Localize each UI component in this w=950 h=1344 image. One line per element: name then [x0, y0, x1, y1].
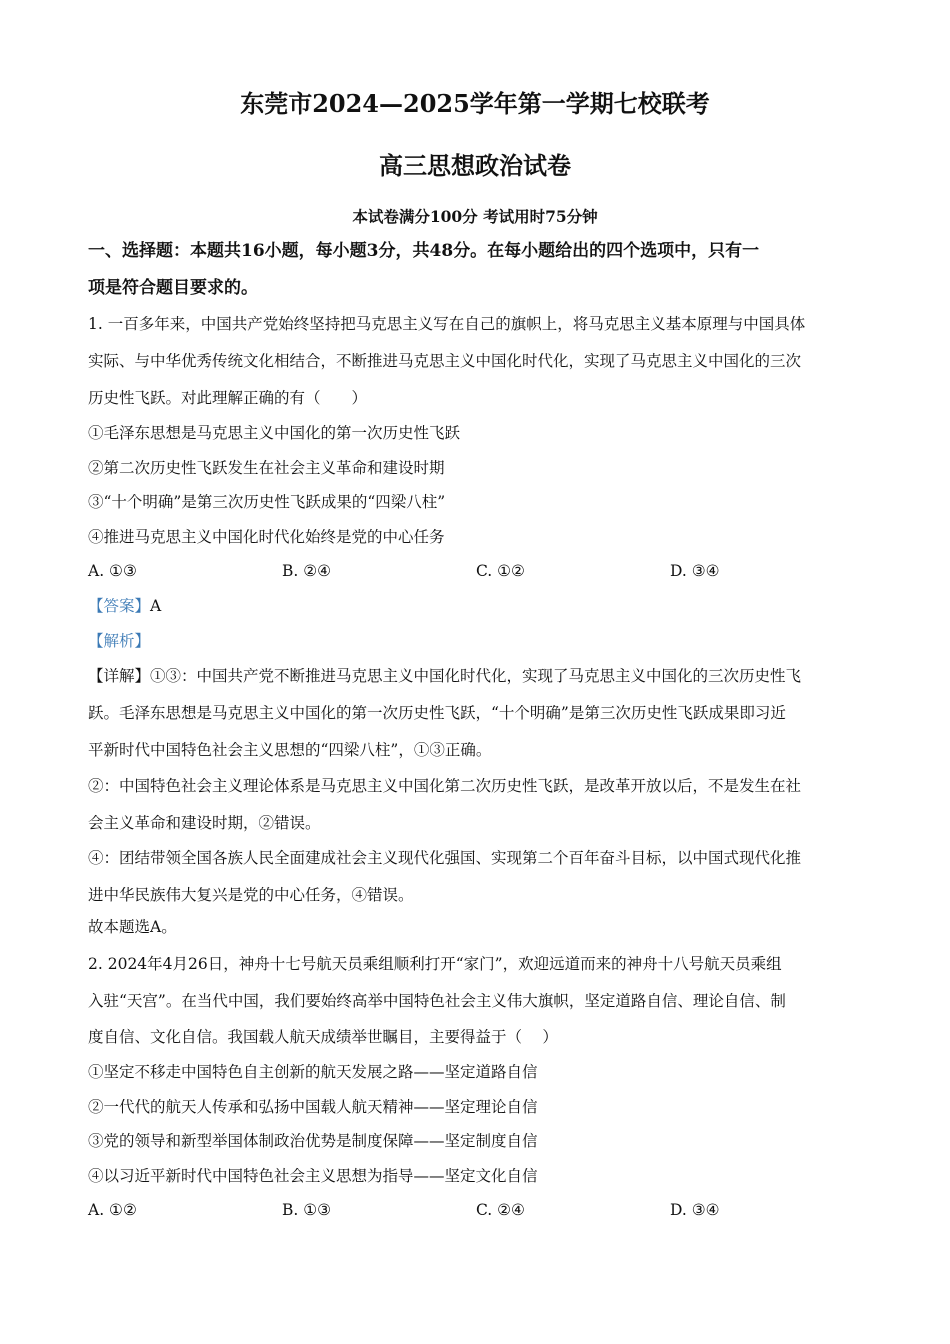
q2-statement: ②一代代的航天人传承和弘扬中国载人航天精神——坚定理论自信 [88, 1098, 538, 1116]
q2-option-c: C. ②④ [476, 1201, 525, 1219]
q1-statement: ①毛泽东思想是马克思主义中国化的第一次历史性飞跃 [88, 424, 461, 442]
q1-detail-line: ④：团结带领全国各族人民全面建成社会主义现代化强国、实现第二个百年奋斗目标，以中国式现代化推 [88, 849, 802, 867]
q2-statement: ①坚定不移走中国特色自主创新的航天发展之路——坚定道路自信 [88, 1063, 538, 1081]
q2-option-a: A. ①② [88, 1201, 137, 1219]
q2-option-b: B. ①③ [282, 1201, 332, 1219]
q1-statement: ②第二次历史性飞跃发生在社会主义革命和建设时期 [88, 459, 445, 477]
q2-stem-line: 2. 2024年4月26日，神舟十七号航天员乘组顺利打开“家门”，欢迎远道而来的神舟十八号航天员乘组 [88, 955, 782, 973]
q2-option-d: D. ③④ [670, 1201, 720, 1219]
exam-info: 本试卷满分100分 考试用时75分钟 [352, 207, 598, 226]
exam-subject: 高三思想政治试卷 [379, 151, 571, 180]
q1-detail-line: 跃。毛泽东思想是马克思主义中国化的第一次历史性飞跃，“十个明确”是第三次历史性飞跃成果即习近 [88, 704, 786, 722]
q1-detail-line: ②：中国特色社会主义理论体系是马克思主义中国化第二次历史性飞跃，是改革开放以后，不是发生在社 [88, 777, 802, 795]
q2-statement: ③党的领导和新型举国体制政治优势是制度保障——坚定制度自信 [88, 1132, 538, 1150]
q2-statement: ④以习近平新时代中国特色社会主义思想为指导——坚定文化自信 [88, 1167, 538, 1185]
q1-stem-line: 历史性飞跃。对此理解正确的有（ ） [88, 389, 368, 407]
q1-detail-line [88, 666, 801, 686]
q1-option-d: D. ③④ [670, 562, 720, 580]
detail-text: ①③：中国共产党不断推进马克思主义中国化时代化，实现了马克思主义中国化的三次历史性飞 [150, 667, 802, 685]
q1-answer [88, 596, 161, 616]
answer-label: 【答案】 [88, 597, 151, 615]
q1-statement: ③“十个明确”是第三次历史性飞跃成果的“四梁八柱” [88, 493, 446, 511]
section-heading-line2: 项是符合题目要求的。 [88, 278, 258, 298]
q1-option-c: C. ①② [476, 562, 525, 580]
exam-title: 东莞市2024—2025学年第一学期七校联考 [240, 89, 710, 118]
q1-detail-line: 平新时代中国特色社会主义思想的“四梁八柱”，①③正确。 [88, 741, 492, 759]
q1-statement: ④推进马克思主义中国化时代化始终是党的中心任务 [88, 528, 445, 546]
analysis-label: 【解析】 [88, 632, 151, 650]
q1-detail-line: 会主义革命和建设时期，②错误。 [88, 814, 321, 832]
q1-option-b: B. ②④ [282, 562, 332, 580]
q1-detail-line: 进中华民族伟大复兴是党的中心任务，④错误。 [88, 886, 414, 904]
answer-value: A [150, 597, 162, 615]
section-heading-line1: 一、选择题：本题共16小题，每小题3分，共48分。在每小题给出的四个选项中，只有一 [88, 241, 760, 261]
q1-stem-line: 1. 一百多年来，中国共产党始终坚持把马克思主义写在自己的旗帜上，将马克思主义基本原理与中国具体 [88, 315, 806, 333]
q1-option-a: A. ①③ [88, 562, 137, 580]
q2-stem-line: 度自信、文化自信。我国载人航天成绩举世瞩目，主要得益于（ ） [88, 1028, 558, 1046]
q1-stem-line: 实际、与中华优秀传统文化相结合，不断推进马克思主义中国化时代化，实现了马克思主义中国化的三次 [88, 352, 802, 370]
q1-conclusion: 故本题选A。 [88, 918, 177, 936]
detail-label: 【详解】 [88, 667, 151, 685]
q2-stem-line: 入驻“天宫”。在当代中国，我们要始终高举中国特色社会主义伟大旗帜，坚定道路自信、理论自信、制 [88, 992, 786, 1010]
